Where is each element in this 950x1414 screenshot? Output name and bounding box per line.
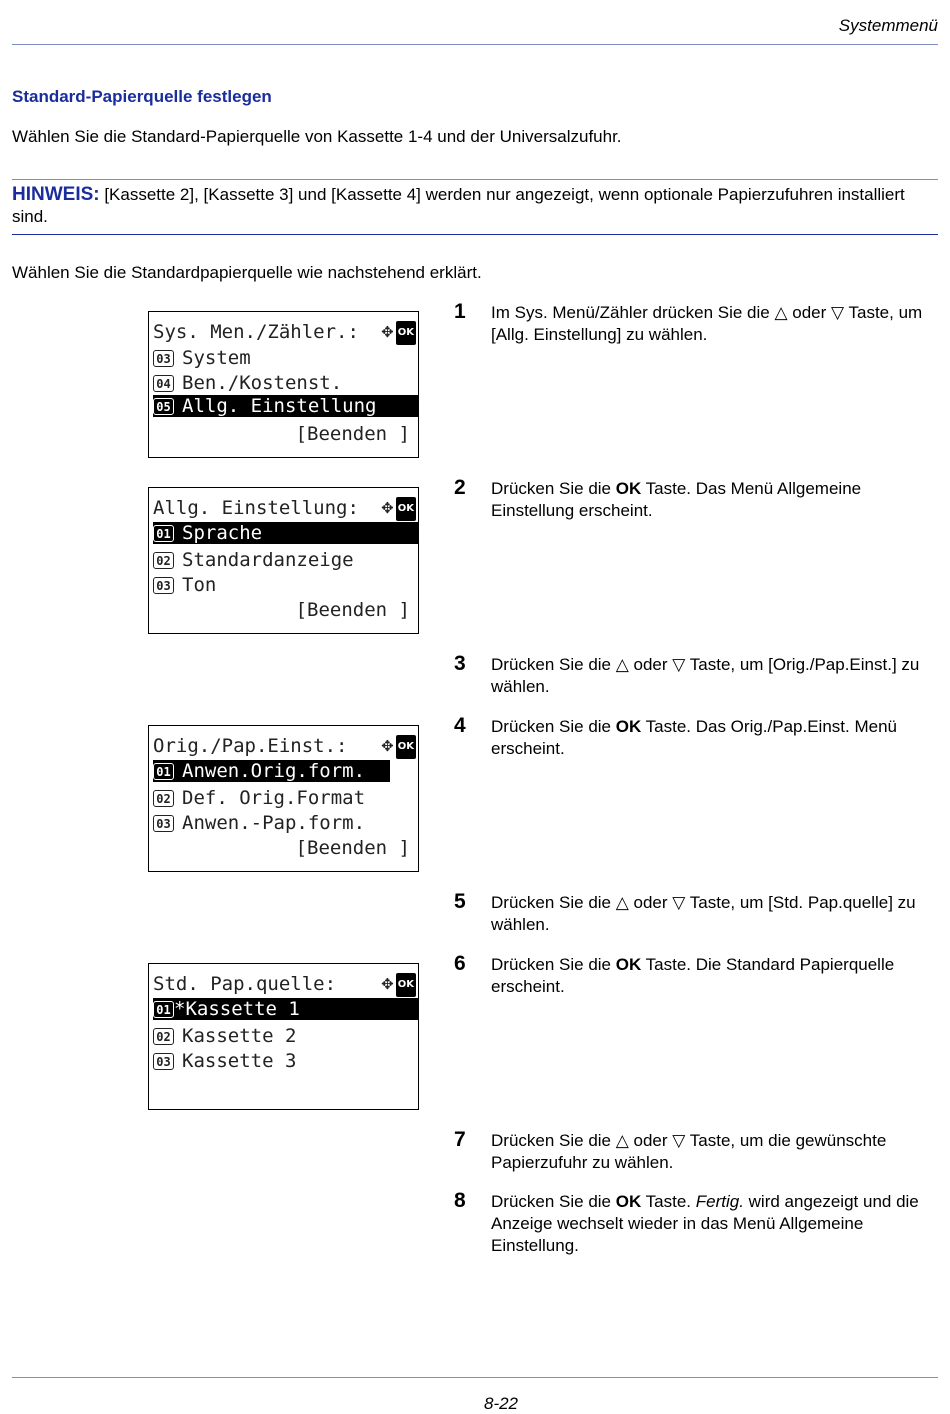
ok-icon: OK: [396, 973, 416, 997]
ok-icon: OK: [396, 321, 416, 345]
header-rule: [12, 44, 938, 45]
step-text: Drücken Sie die △ oder ▽ Taste, um die gewünschte Papierzufuhr zu wählen.: [491, 1131, 887, 1172]
lcd-end-label: [Beenden ]: [295, 599, 410, 621]
lcd-menu-item: 02 Def. Orig.Format: [153, 787, 418, 809]
lcd-menu-item: 02 Kassette 2: [153, 1025, 418, 1047]
lcd-menu-item-selected: 01 Sprache: [153, 522, 418, 544]
lcd-title: Allg. Einstellung:: [153, 497, 359, 519]
step-text: Im Sys. Menü/Zähler drücken Sie die △ oder ▽ Taste, um [Allg. Einstellung] zu wählen.: [491, 303, 923, 344]
ok-icon: OK: [396, 497, 416, 521]
lcd-title: Sys. Men./Zähler.:: [153, 321, 359, 343]
lcd-title-row: [153, 973, 418, 995]
nav-arrows-icon: ✥ OK: [381, 321, 416, 345]
lcd-menu-item: 03 Anwen.-Pap.form.: [153, 812, 418, 834]
lcd-title: Std. Pap.quelle:: [153, 973, 337, 995]
page-number: 8-22: [483, 1394, 519, 1413]
lcd-end-row: [153, 599, 418, 621]
lead-text: Wählen Sie die Standardpapierquelle wie nachstehend erklärt.: [12, 263, 482, 282]
lcd-screen-system-menu: [148, 311, 419, 458]
step-number: 3: [454, 652, 466, 675]
step-text: Drücken Sie die OK Taste. Das Menü Allgemeine Einstellung erscheint.: [491, 479, 862, 520]
step-number: 8: [454, 1189, 466, 1212]
ok-icon: OK: [396, 735, 416, 759]
step-number: 5: [454, 890, 466, 913]
note-box: [12, 184, 917, 228]
step-text: Drücken Sie die △ oder ▽ Taste, um [Std. Pap.quelle] zu wählen.: [491, 893, 916, 934]
footer-rule: [12, 1377, 938, 1378]
lcd-end-row: [153, 837, 418, 859]
step-number: 6: [454, 952, 466, 975]
lcd-title: Orig./Pap.Einst.:: [153, 735, 348, 757]
nav-arrows-icon: ✥ OK: [381, 497, 416, 521]
lcd-screen-general-settings: [148, 487, 419, 634]
lcd-end-row: [153, 423, 418, 445]
step-number: 2: [454, 476, 466, 499]
section-title: Standard-Papierquelle festlegen: [12, 87, 272, 106]
step-number: 1: [454, 300, 466, 323]
lcd-title-row: [153, 735, 418, 757]
lcd-title-row: [153, 497, 418, 519]
note-text: [Kassette 2], [Kassette 3] und [Kassette 4] werden nur angezeigt, wenn optionale Papierzufuhren installiert sind.: [12, 185, 905, 226]
intro-text: Wählen Sie die Standard-Papierquelle von Kassette 1-4 und der Universalzufuhr.: [12, 127, 622, 146]
lcd-screen-orig-paper-settings: [148, 725, 419, 872]
note-top-rule: [12, 179, 938, 180]
lcd-menu-item: 04 Ben./Kostenst.: [153, 372, 418, 394]
nav-arrows-icon: ✥ OK: [381, 735, 416, 759]
step-text: Drücken Sie die OK Taste. Das Orig./Pap.Einst. Menü erscheint.: [491, 717, 897, 758]
lcd-menu-item-selected: 05 Allg. Einstellung: [153, 395, 418, 417]
step-text: Drücken Sie die OK Taste. Fertig. wird angezeigt und die Anzeige wechselt wieder in das Menü Allgemeine Einstellung.: [491, 1192, 919, 1255]
lcd-menu-item: 03 Ton: [153, 574, 418, 596]
note-label: HINWEIS:: [12, 184, 100, 205]
step-text: Drücken Sie die △ oder ▽ Taste, um [Orig./Pap.Einst.] zu wählen.: [491, 655, 920, 696]
step-text: Drücken Sie die OK Taste. Die Standard Papierquelle erscheint.: [491, 955, 895, 996]
note-bottom-rule: [12, 234, 938, 235]
section-header: Systemmenü: [838, 16, 938, 35]
lcd-menu-item: 02 Standardanzeige: [153, 549, 418, 571]
lcd-screen-default-paper-source: [148, 963, 419, 1110]
lcd-end-label: [Beenden ]: [295, 837, 410, 859]
lcd-title-row: [153, 321, 418, 343]
lcd-menu-item-selected: 01 *Kassette 1: [153, 998, 418, 1020]
lcd-end-label: [Beenden ]: [295, 423, 410, 445]
step-number: 7: [454, 1128, 466, 1151]
nav-arrows-icon: ✥ OK: [381, 973, 416, 997]
step-number: 4: [454, 714, 466, 737]
lcd-menu-item: 03 Kassette 3: [153, 1050, 418, 1072]
lcd-menu-item-selected: 01 Anwen.Orig.form.: [153, 760, 390, 782]
lcd-menu-item: 03 System: [153, 347, 418, 369]
